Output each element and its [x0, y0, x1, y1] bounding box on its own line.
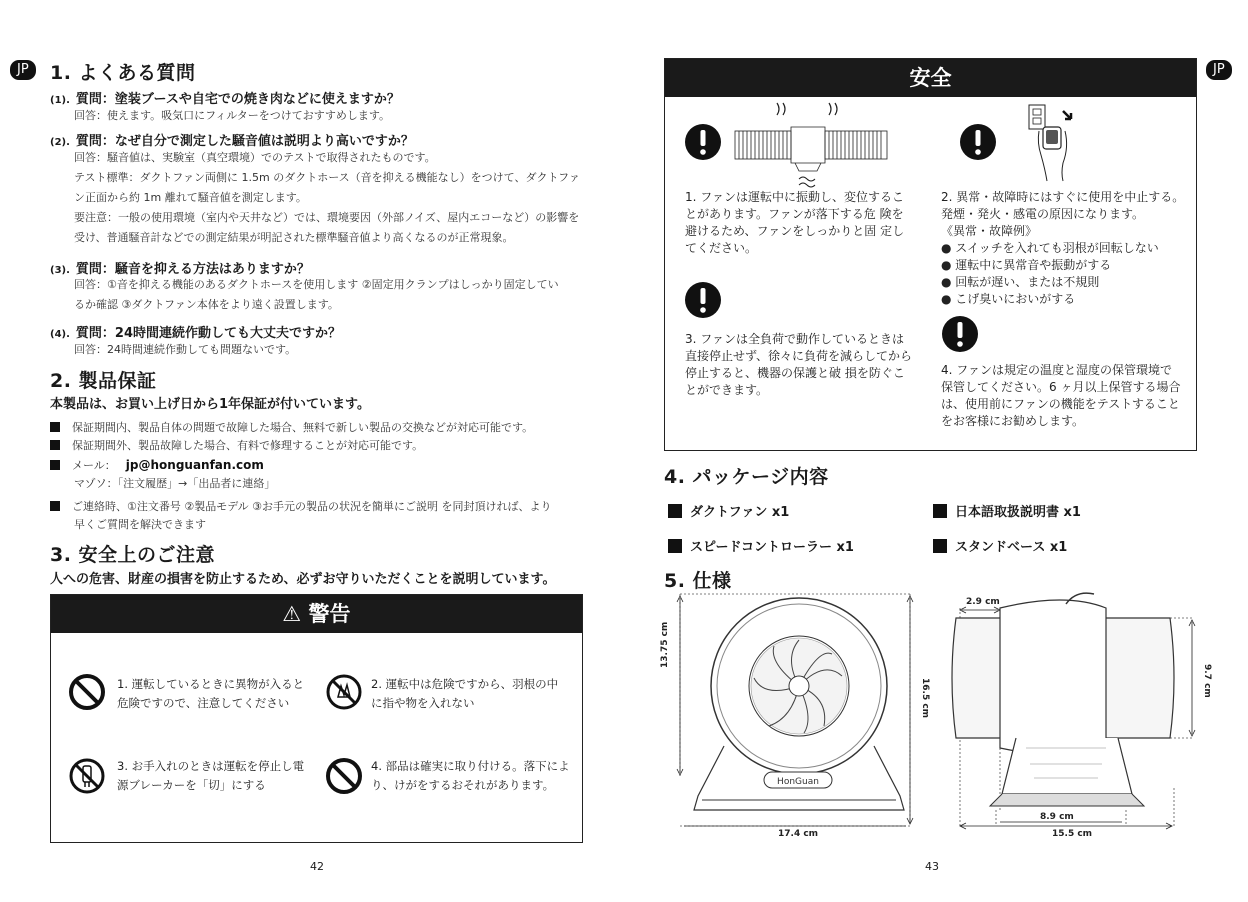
faq-answer-1: 回答：使えます。吸気口にフィルターをつけておすすめします。: [74, 109, 391, 122]
warranty-text-cont: 早くご質問を解決できます: [74, 518, 206, 531]
safety-text: 直接停止せず、徐々に負荷を減らしてから: [685, 349, 913, 363]
safety-text: とができます。: [685, 383, 769, 397]
q4-number: (4).: [50, 329, 70, 340]
q2-answer-line: テスト標準：ダクトファン両側に 1.5m のダクトホース（音を抑える機能なし）をつけて、ダクトファ: [74, 171, 580, 184]
fan-front-view-drawing: [664, 588, 924, 846]
warning-text: り、けがをするおそれがあります。: [371, 778, 555, 792]
dimension-label: 17.4 cm: [778, 829, 819, 839]
q2-number: (2).: [50, 137, 70, 148]
safety-box: [664, 58, 1197, 451]
safety-header: 安全: [665, 59, 1196, 97]
bullet-square: [50, 422, 60, 432]
package-item: [668, 536, 854, 555]
exclamation-icon: [684, 281, 722, 319]
bullet-square: [933, 504, 947, 518]
warranty-text: 保証期間内、製品自体の問題で故障した場合、無料で新しい製品の交換などが対応可能です。: [72, 421, 534, 434]
no-fingers-icon: [325, 673, 363, 711]
package-item-label: 日本語取扱説明書 x1: [955, 505, 1081, 520]
exclamation-icon: [684, 123, 722, 161]
safety-text: ● 回転が遅い、または不規則: [941, 275, 1100, 289]
brand-logo: HonGuan: [777, 777, 819, 787]
bullet-square: [933, 539, 947, 553]
warranty-item: [50, 457, 264, 473]
q4-text: 質問：24時間連続作動しても大丈夫ですか？: [75, 326, 341, 341]
package-item-label: スピードコントローラー x1: [690, 540, 854, 555]
dimension-label: 8.9 cm: [1040, 812, 1074, 822]
warning-text: 危険ですので、注意してください: [117, 696, 290, 710]
bullet-square: [668, 504, 682, 518]
q2-answer-line: 回答：騒音値は、実験室（真空環境）でのテストで取得されたものです。: [74, 151, 436, 164]
warning-item-4: [371, 757, 570, 795]
unplug-icon: [68, 757, 106, 795]
warning-header: ⚠ 警告: [51, 595, 582, 633]
warning-text: 4. 部品は確実に取り付ける。落下によ: [371, 759, 570, 773]
warning-text: 2. 運転中は危険ですから、羽根の中: [371, 677, 559, 691]
safety-text: ● こげ臭いにおいがする: [941, 292, 1076, 306]
safety-text: 保管してください。6 ヶ月以上保管する場合: [941, 380, 1181, 394]
duct-fan-illustration: [733, 99, 893, 189]
q2-answer-line: 受け、普通騒音計などでの測定結果が明記された標準騒音値より高くなるのが正常現象。: [74, 231, 514, 244]
warranty-title: 2. 製品保証: [50, 370, 157, 392]
q3-answer-line: 回答：①音を抑える機能のあるダクトホースを使用します ②固定用クランプはしっかり固定してい: [74, 278, 559, 291]
warranty-text: 保証期間外、製品故障した場合、有料で修理することが対応可能です。: [72, 439, 424, 452]
bullet-square: [50, 501, 60, 511]
page-number-left: 42: [310, 860, 324, 873]
safety-text: 4. ファンは規定の温度と湿度の保管環境で: [941, 363, 1173, 377]
warning-box: [50, 594, 583, 843]
q3-number: (3).: [50, 265, 70, 276]
support-email-link[interactable]: jp@honguanfan.com: [125, 458, 264, 472]
warning-text: 源ブレーカーを「切」にする: [117, 778, 266, 792]
dimension-label: 15.5 cm: [1052, 829, 1093, 839]
warranty-item: [50, 497, 552, 516]
faq-title: 1. よくある質問: [50, 62, 196, 84]
safety-text: 1. ファンは運転中に振動し、変位するこ: [685, 190, 905, 204]
warning-text: 1. 運転しているときに異物が入ると: [117, 677, 305, 691]
safety-text: てください。: [685, 241, 758, 255]
specifications-title: 5. 仕様: [664, 570, 732, 592]
unplug-hand-illustration: [1025, 103, 1085, 183]
bullet-square: [50, 440, 60, 450]
safety-text: をお客様にお勧めします。: [941, 414, 1085, 428]
q1-text: 質問：塗装ブースや自宅での焼き肉などに使えますか？: [75, 92, 400, 107]
dimension-label: 9.7 cm: [1202, 664, 1212, 698]
safety-text: 避けるため、ファンをしっかりと固 定し: [685, 224, 905, 238]
faq-answer-4: 回答：24時間連続作動しても問題ないです。: [74, 343, 297, 356]
warning-text: に指や物を入れない: [371, 696, 475, 710]
q2-answer-line: ン正面から約 1m 離れて騒音値を測定します。: [74, 191, 307, 204]
bullet-square: [50, 460, 60, 470]
page-number-right: 43: [925, 860, 939, 873]
warning-item-2: [371, 675, 558, 713]
q3-text: 質問：騒音を抑える方法はありますか？: [75, 262, 310, 277]
safety-precautions-lead: 人への危害、財産の損害を防止するため、必ずお守りいただくことを説明しています。: [50, 572, 556, 587]
safety-text: ● スイッチを入れても羽根が回転しない: [941, 241, 1159, 255]
dimension-label: 13.75 cm: [660, 621, 670, 668]
faq-question-1: [50, 88, 400, 107]
exclamation-icon: [959, 123, 997, 161]
safety-item-4: [941, 362, 1180, 430]
exclamation-icon: [941, 315, 979, 353]
language-badge: JP: [1206, 60, 1232, 80]
safety-text: 発煙・発火・感電の原因になります。: [941, 207, 1145, 221]
fan-side-view-drawing: [946, 588, 1202, 846]
warranty-item: [50, 437, 423, 453]
safety-text: 停止すると、機器の保護と破 損を防ぐこ: [685, 366, 905, 380]
safety-item-2: [941, 189, 1184, 308]
safety-text: とがあります。ファンが落下する危 険を: [685, 207, 904, 221]
package-item: [933, 536, 1067, 555]
package-item: [933, 501, 1081, 520]
safety-item-1: [685, 189, 904, 257]
warranty-lead: 本製品は、お買い上げ日から1年保証が付いています。: [50, 397, 371, 412]
language-badge: JP: [10, 60, 36, 80]
package-item-label: スタンドベース x1: [955, 540, 1068, 555]
q2-text: 質問：なぜ自分で測定した騒音値は説明より高いですか？: [75, 134, 414, 149]
q3-answer-line: るか確認 ③ダクトファン本体をより遠く設置します。: [74, 298, 339, 311]
amazon-contact-path: マゾソ：「注文履歴」→「出品者に連絡」: [74, 477, 276, 490]
package-contents-title: 4. パッケージ内容: [664, 466, 829, 488]
faq-question-4: [50, 322, 341, 341]
prohibited-icon: [68, 673, 106, 711]
faq-question-2: [50, 130, 414, 149]
warning-text: 3. お手入れのときは運転を停止し電: [117, 759, 305, 773]
q2-answer-line: 要注意：一般の使用環境（室内や天井など）では、環境要因（外部ノイズ、屋内エコーなど）の影響を: [74, 211, 580, 224]
safety-text: 3. ファンは全負荷で動作しているときは: [685, 332, 905, 346]
package-item: [668, 501, 789, 520]
warning-item-3: [117, 757, 304, 795]
faq-answer-2: [74, 148, 580, 248]
email-label: メール：: [72, 459, 116, 472]
prohibited-icon: [325, 757, 363, 795]
safety-text: ● 運転中に異常音や振動がする: [941, 258, 1112, 272]
faq-answer-3: [74, 275, 559, 315]
bullet-square: [668, 539, 682, 553]
safety-text: 2. 異常・故障時にはすぐに使用を中止する。: [941, 190, 1185, 204]
safety-precautions-title: 3. 安全上のご注意: [50, 544, 216, 566]
dimension-label: 2.9 cm: [966, 597, 1000, 607]
warranty-item: [50, 419, 533, 435]
safety-text: は、使用前にファンの機能をテストすること: [941, 397, 1180, 411]
warranty-text: ご連絡時、①注文番号 ②製品モデル ③お手元の製品の状況を簡単にご説明 を同封頂ければ、より: [72, 500, 552, 513]
q1-number: (1).: [50, 95, 70, 106]
dimension-label: 16.5 cm: [920, 678, 930, 719]
package-item-label: ダクトファン x1: [690, 505, 790, 520]
warning-item-1: [117, 675, 304, 713]
safety-item-3: [685, 331, 912, 399]
safety-text: 《異常・故障例》: [941, 224, 1038, 238]
